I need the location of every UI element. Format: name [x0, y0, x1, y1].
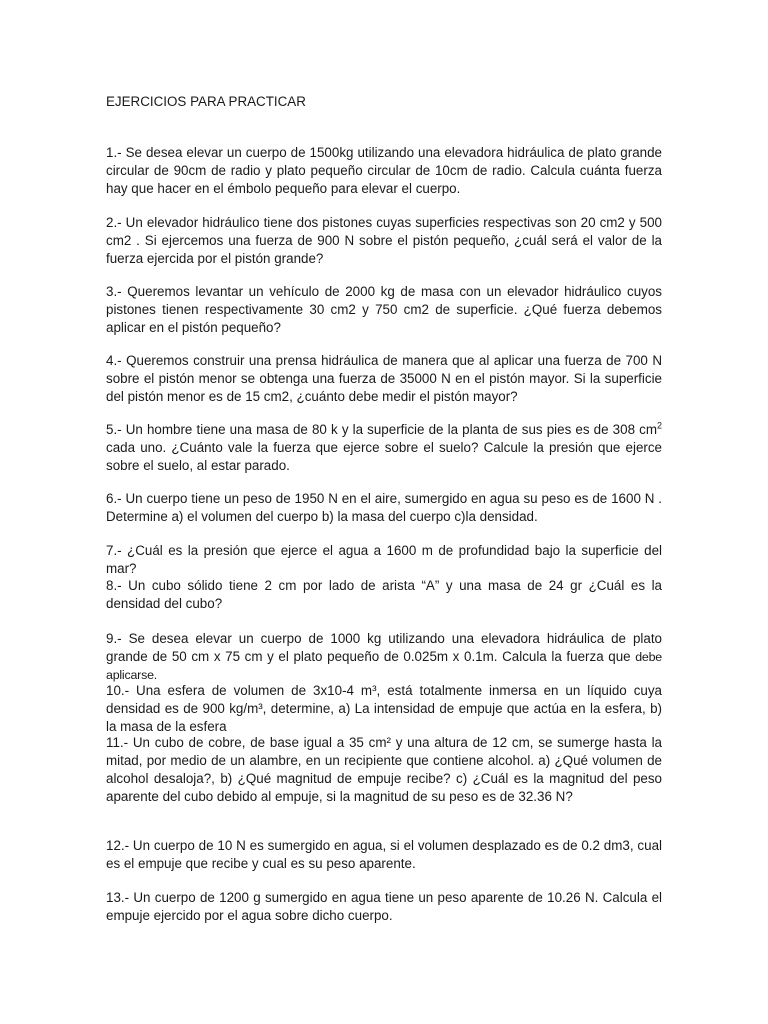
- exercise-10: 10.- Una esfera de volumen de 3x10-4 m³, está totalmente inmersa en un líquido cuya densidad es de 900 kg/m³, determine, a) La intensidad de empuje que actúa en la esfera, b) la masa de la esfera: [106, 683, 662, 734]
- exercise-13: 13.- Un cuerpo de 1200 g sumergido en agua tiene un peso aparente de 10.26 N. Calcula el empuje ejercido por el agua sobre dicho cuerpo.: [106, 890, 662, 923]
- exercise-2: 2.- Un elevador hidráulico tiene dos pistones cuyas superficies respectivas son 20 cm2 y 500 cm2 . Si ejercemos una fuerza de 900 N sobre el pistón pequeño, ¿cuál será el valor de la fuerza ejercida por el pistón grande?: [106, 215, 662, 266]
- exercise-9-text: 9.- Se desea elevar un cuerpo de 1000 kg utilizando una elevadora hidráulica de plato grande de 50 cm x 75 cm y el plato pequeño de 0.025m x 0.1m. Calcula la fuerza que: [106, 631, 662, 664]
- exercise-5-superscript: 2: [656, 420, 662, 431]
- exercise-5: [106, 421, 662, 475]
- exercise-1: 1.- Se desea elevar un cuerpo de 1500kg utilizando una elevadora hidráulica de plato grande circular de 90cm de radio y plato pequeño circular de 10cm de radio. Calcula cuánta fuerza hay que hacer en el émbolo pequeño para elevar el cuerpo.: [106, 145, 662, 196]
- exercise-9-tail: debe aplicarse.: [106, 650, 662, 682]
- exercise-5-text-b: cada uno. ¿Cuánto vale la fuerza que ejerce sobre el suelo? Calcule la presión que ejerce sobre el suelo, al estar parado.: [106, 440, 662, 473]
- exercise-3: 3.- Queremos levantar un vehículo de 2000 kg de masa con un elevador hidráulico cuyos pistones tienen respectivamente 30 cm2 y 750 cm2 de superficie. ¿Qué fuerza debemos aplicar en el pistón pequeño?: [106, 284, 662, 335]
- exercise-4: 4.- Queremos construir una prensa hidráulica de manera que al aplicar una fuerza de 700 N sobre el pistón menor se obtenga una fuerza de 35000 N en el pistón mayor. Si la superficie del pistón menor es de 15 cm2, ¿cuánto debe medir el pistón mayor?: [106, 353, 662, 404]
- page-title: EJERCICIOS PARA PRACTICAR: [106, 94, 306, 109]
- exercise-5-text-a: 5.- Un hombre tiene una masa de 80 k y la superficie de la planta de sus pies es de 308 cm: [106, 422, 657, 437]
- exercise-11: 11.- Un cubo de cobre, de base igual a 35 cm² y una altura de 12 cm, se sumerge hasta la mitad, por medio de un alambre, en un recipiente que contiene alcohol. a) ¿Qué volumen de alcohol desaloja?, b) ¿Qué magnitud de empuje recibe? c) ¿Cuál es la magnitud del peso aparente del cubo debido al empuje, si la magnitud de su peso es de 32.36 N?: [106, 735, 662, 804]
- exercise-9: [106, 630, 662, 684]
- exercise-7: 7.- ¿Cuál es la presión que ejerce el agua a 1600 m de profundidad bajo la superficie del mar?: [106, 543, 662, 576]
- exercise-12: 12.- Un cuerpo de 10 N es sumergido en agua, si el volumen desplazado es de 0.2 dm3, cual es el empuje que recibe y cual es su peso aparente.: [106, 838, 662, 871]
- exercise-6: 6.- Un cuerpo tiene un peso de 1950 N en el aire, sumergido en agua su peso es de 1600 N . Determine a) el volumen del cuerpo b) la masa del cuerpo c)la densidad.: [106, 491, 662, 524]
- exercise-8: 8.- Un cubo sólido tiene 2 cm por lado de arista “A” y una masa de 24 gr ¿Cuál es la densidad del cubo?: [106, 578, 662, 611]
